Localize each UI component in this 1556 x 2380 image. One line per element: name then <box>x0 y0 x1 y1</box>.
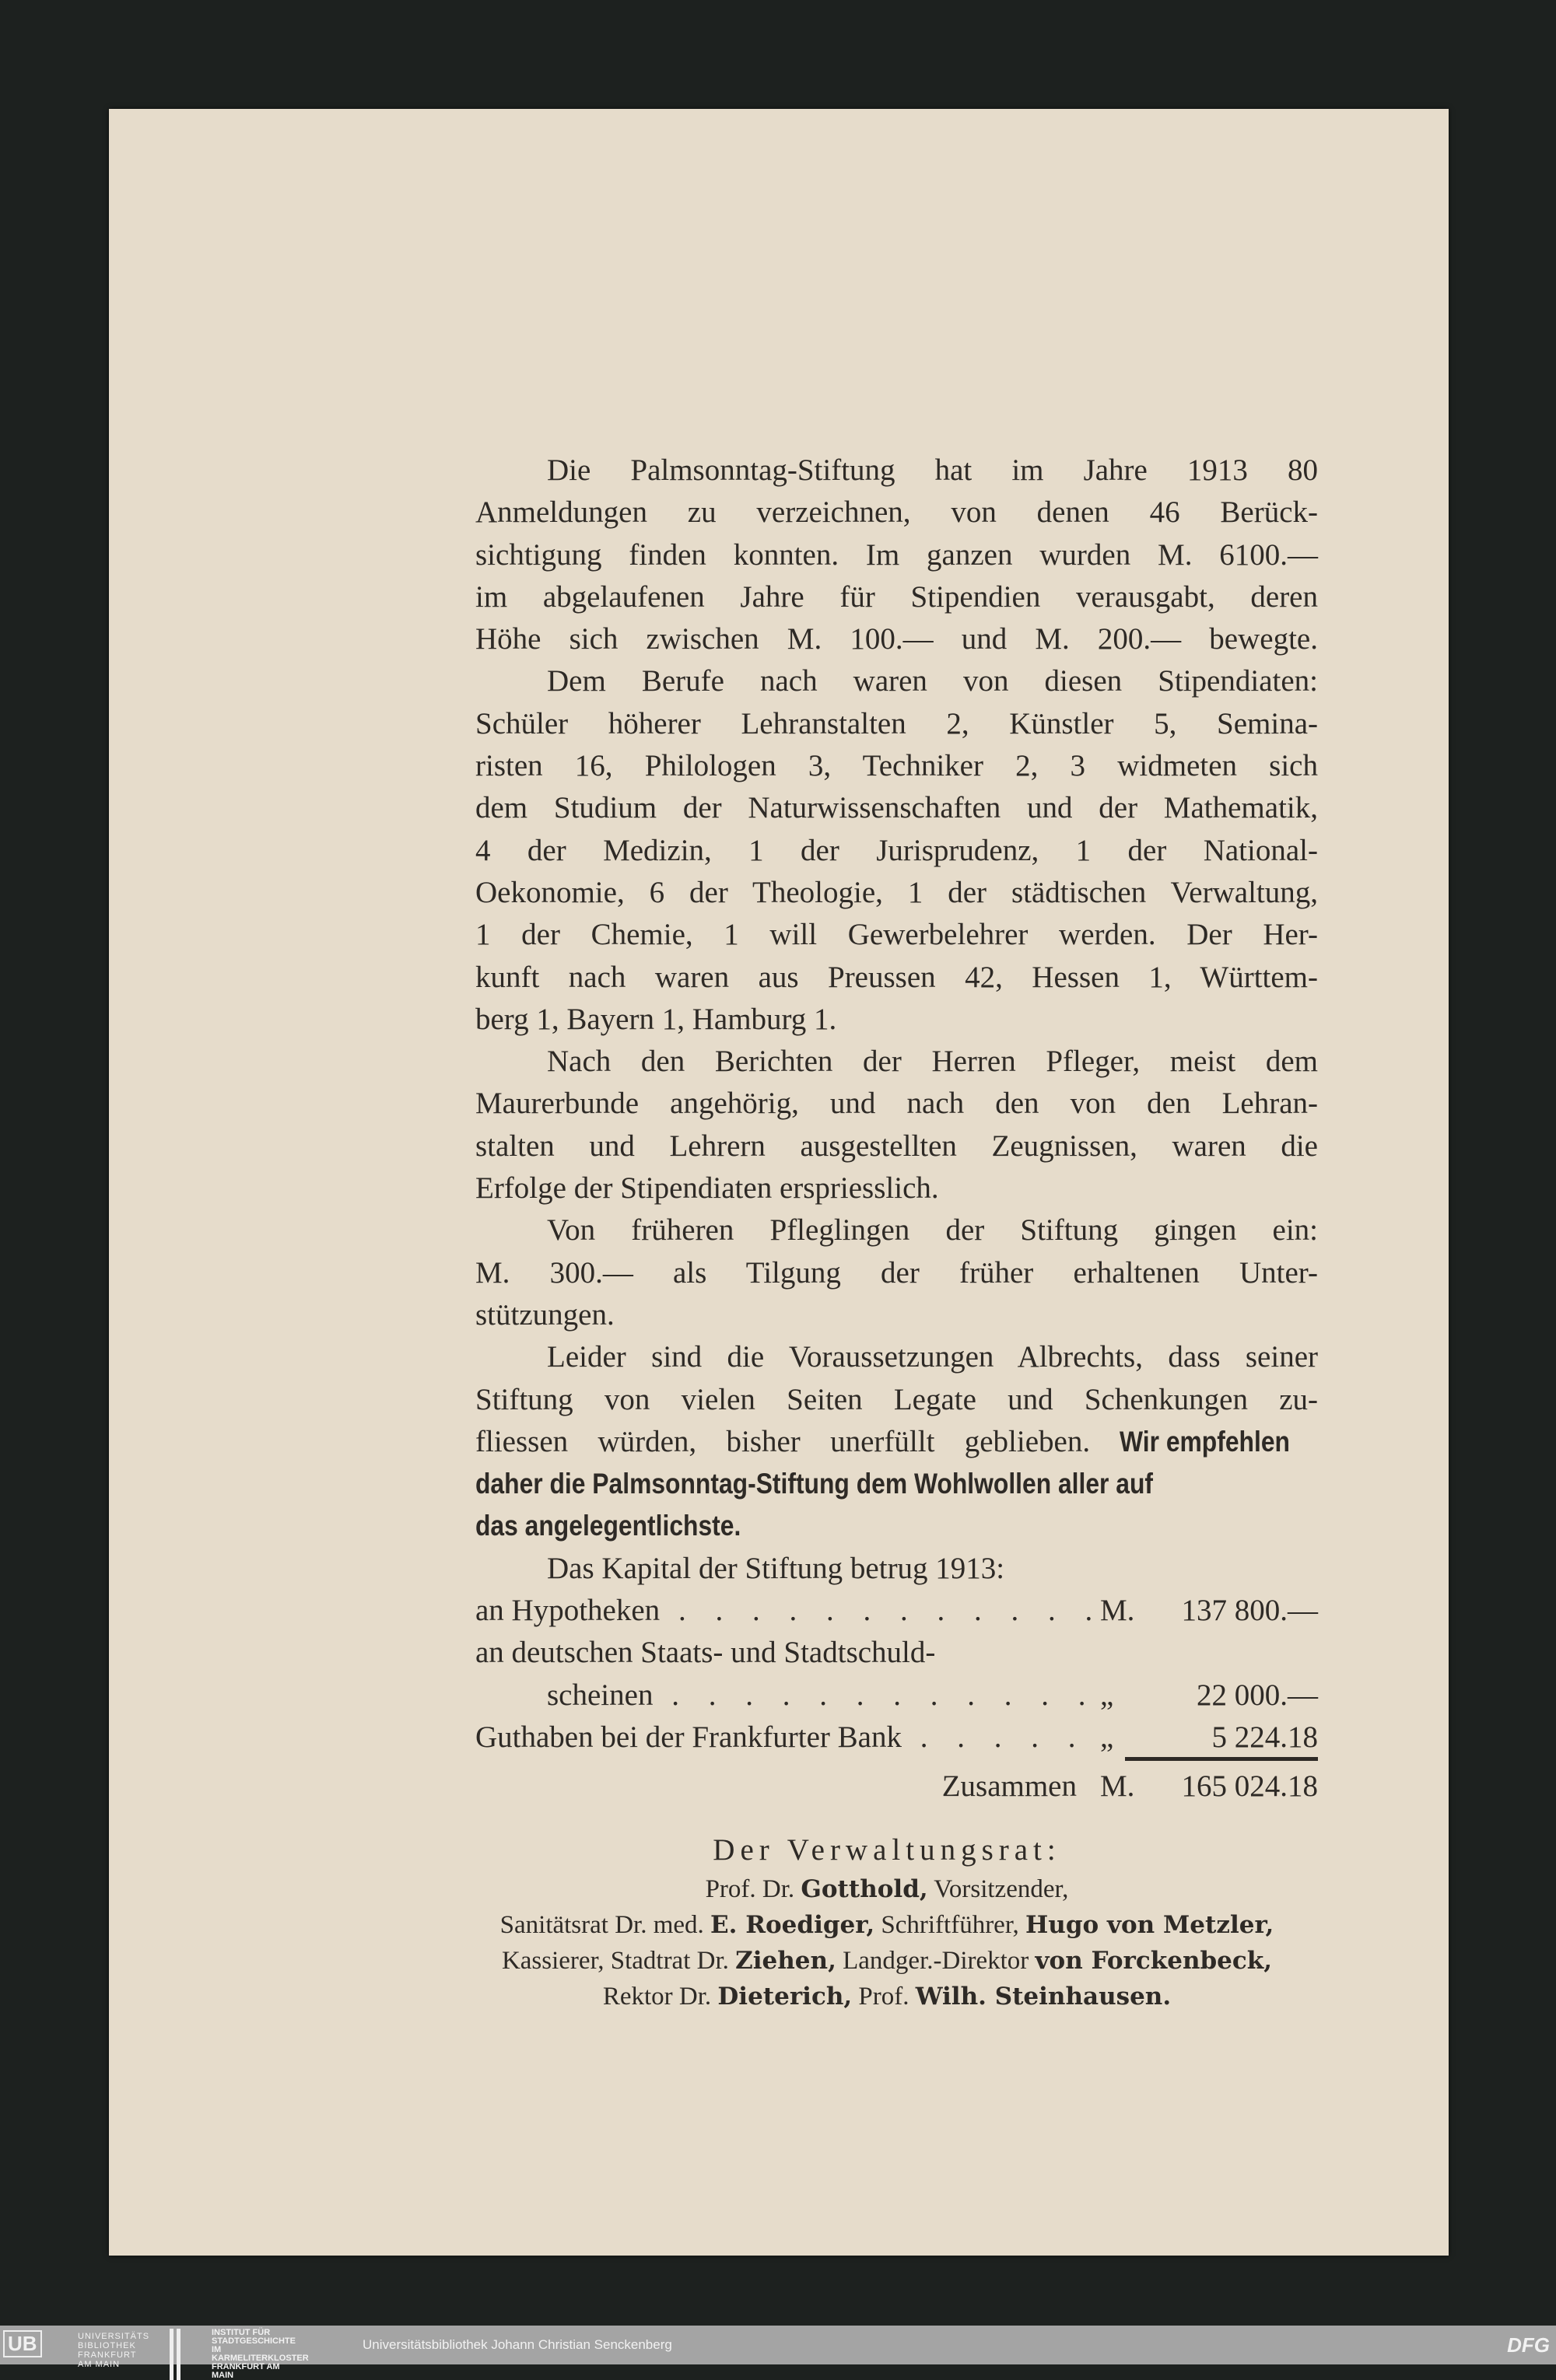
text-line <box>475 1294 1318 1336</box>
text-line <box>475 1083 1318 1125</box>
text-line <box>475 1167 1318 1209</box>
member-name: Wilh. Steinhausen. <box>915 1983 1172 2011</box>
text-line <box>475 450 1318 492</box>
line-text: Schüler höherer Lehranstalten 2, Künstler 5, Semina- <box>475 706 1318 740</box>
text-line <box>475 576 1318 618</box>
text-line <box>475 872 1318 914</box>
line-text: Höhe sich zwischen M. 100.— und M. 200.— bewegte. <box>475 622 1318 656</box>
text-line <box>475 1463 1318 1505</box>
council-line <box>342 1907 1432 1943</box>
council-line <box>342 1943 1432 1979</box>
council-line <box>342 1871 1432 1907</box>
capital-label: an deutschen Staats- und Stadtschuld- <box>475 1636 936 1670</box>
document-page <box>109 109 1449 2256</box>
institut-logo: INSTITUT FÜR STADTGESCHICHTE IM KARMELITERKLOSTER FRANKFURT AM MAIN <box>170 2329 297 2380</box>
text-line <box>475 1379 1318 1421</box>
capital-intro: Das Kapital der Stiftung betrug 1913: <box>547 1551 1005 1585</box>
line-text: kunft nach waren aus Preussen 42, Hessen 1, Württem- <box>475 960 1318 994</box>
emphasis-text: Wir empfehlen <box>1120 1425 1291 1458</box>
text-line <box>475 660 1318 702</box>
line-text: Dem Berufe nach waren von diesen Stipendiaten: <box>547 664 1318 698</box>
line-text: dem Studium der Naturwissenschaften und der Mathematik, <box>475 791 1318 825</box>
council-text: Prof. <box>852 1983 916 2011</box>
line-text: Erfolge der Stipendiaten erspriesslich. <box>475 1171 939 1206</box>
line-text: Von früheren Pfleglingen der Stiftung gingen ein: <box>547 1213 1318 1248</box>
capital-amount: 137 800.— <box>1181 1594 1318 1628</box>
emphasis-text: das angelegentlichste. <box>475 1510 741 1542</box>
line-text: fliessen würden, bisher unerfüllt geblieben. <box>475 1424 1120 1458</box>
capital-amount: 22 000.— <box>1197 1678 1318 1712</box>
member-name: E. Roediger, <box>710 1911 875 1939</box>
text-line <box>475 745 1318 787</box>
line-text: Die Palmsonntag-Stiftung hat im Jahre 1913 80 <box>547 453 1318 487</box>
total-amount: 165 024.18 <box>1181 1769 1318 1804</box>
line-text: stützungen. <box>475 1297 615 1332</box>
capital-currency: „ <box>1100 1720 1114 1754</box>
ub-logo: UB <box>3 2330 42 2357</box>
line-text: Anmeldungen zu verzeichnen, von denen 46 Berück- <box>475 495 1318 530</box>
line-text: Oekonomie, 6 der Theologie, 1 der städtischen Verwaltung, <box>475 875 1318 909</box>
footer-bar <box>0 2326 1556 2380</box>
emphasis-text: daher die Palmsonntag-Stiftung dem Wohlwollen aller auf <box>475 1468 1154 1500</box>
text-line <box>475 1505 1318 1547</box>
body-text <box>475 450 1318 1808</box>
member-name: Gotthold, <box>801 1875 928 1903</box>
line-text: M. 300.— als Tilgung der früher erhaltenen Unter- <box>475 1255 1318 1290</box>
council-heading: Der Verwaltungsrat: <box>713 1833 1061 1867</box>
capital-label: scheinen . . . <box>475 1675 1100 1717</box>
text-line <box>475 534 1318 576</box>
council-text: Vorsitzender, <box>927 1875 1069 1903</box>
capital-currency: „ <box>1100 1678 1114 1712</box>
line-text: sichtigung finden konnten. Im ganzen wurden M. 6100.— <box>475 537 1318 572</box>
text-line <box>475 914 1318 956</box>
line-text: 1 der Chemie, 1 will Gewerbelehrer werden. Der Her- <box>475 918 1318 952</box>
line-text: 4 der Medizin, 1 der Jurisprudenz, 1 der National- <box>475 833 1318 867</box>
capital-currency <box>1100 1632 1155 1674</box>
capital-row <box>475 1590 1318 1632</box>
member-name: Dieterich, <box>717 1983 853 2011</box>
council-text: Schriftführer, <box>874 1911 1025 1939</box>
capital-currency: M. <box>1100 1594 1135 1628</box>
text-line <box>475 1336 1318 1378</box>
council-text: Prof. Dr. <box>705 1875 801 1903</box>
council-text: Landger.-Direktor <box>836 1947 1036 1975</box>
ub-logo-text: UNIVERSITÄTS BIBLIOTHEK FRANKFURT AM MAIN <box>78 2332 150 2369</box>
line-text: Nach den Berichten der Herren Pfleger, meist dem <box>547 1045 1318 1079</box>
dfg-logo: DFG <box>1507 2333 1550 2357</box>
text-line <box>475 957 1318 999</box>
text-line <box>475 703 1318 745</box>
council-text: Sanitätsrat Dr. med. <box>499 1911 711 1939</box>
capital-row <box>475 1632 1318 1674</box>
line-text: berg 1, Bayern 1, Hamburg 1. <box>475 1002 837 1036</box>
text-line <box>475 1041 1318 1083</box>
council-line <box>342 1979 1432 2014</box>
member-name: Hugo von Metzler, <box>1025 1911 1274 1939</box>
library-name: Universitätsbibliothek Johann Christian Senckenberg <box>363 2337 672 2352</box>
line-text: risten 16, Philologen 3, Techniker 2, 3 widmeten sich <box>475 749 1318 783</box>
text-line <box>475 1209 1318 1251</box>
capital-label: an Hypotheken . . . <box>475 1590 1100 1632</box>
capital-amount: 5 224.18 <box>1211 1720 1318 1754</box>
capital-amount <box>1155 1632 1318 1674</box>
line-text: Leider sind die Voraussetzungen Albrechts, dass seiner <box>547 1340 1318 1374</box>
text-line <box>475 787 1318 829</box>
member-name: Ziehen, <box>735 1947 836 1975</box>
text-line <box>475 1125 1318 1167</box>
council-text: Rektor Dr. <box>602 1983 718 2011</box>
line-text: Maurerbunde angehörig, und nach den von den Lehran- <box>475 1087 1318 1121</box>
text-line <box>475 618 1318 660</box>
capital-total <box>475 1766 1318 1808</box>
text-line <box>475 1252 1318 1294</box>
capital-row <box>475 1717 1318 1759</box>
capital-label: Guthaben bei der Frankfurter Bank . . . <box>475 1717 1100 1759</box>
total-currency: M. <box>1100 1769 1135 1804</box>
total-label: Zusammen <box>941 1769 1077 1804</box>
council-section <box>342 1829 1432 2014</box>
capital-row <box>475 1675 1318 1717</box>
text-line <box>475 999 1318 1041</box>
text-line <box>475 830 1318 872</box>
member-name: von Forckenbeck, <box>1035 1947 1273 1975</box>
line-text: stalten und Lehrern ausgestellten Zeugnissen, waren die <box>475 1129 1318 1163</box>
text-line <box>475 1421 1318 1463</box>
council-text: Kassierer, Stadtrat Dr. <box>501 1947 736 1975</box>
text-line <box>475 492 1318 534</box>
line-text: im abgelaufenen Jahre für Stipendien verausgabt, deren <box>475 579 1318 614</box>
line-text: Stiftung von vielen Seiten Legate und Schenkungen zu- <box>475 1382 1318 1416</box>
